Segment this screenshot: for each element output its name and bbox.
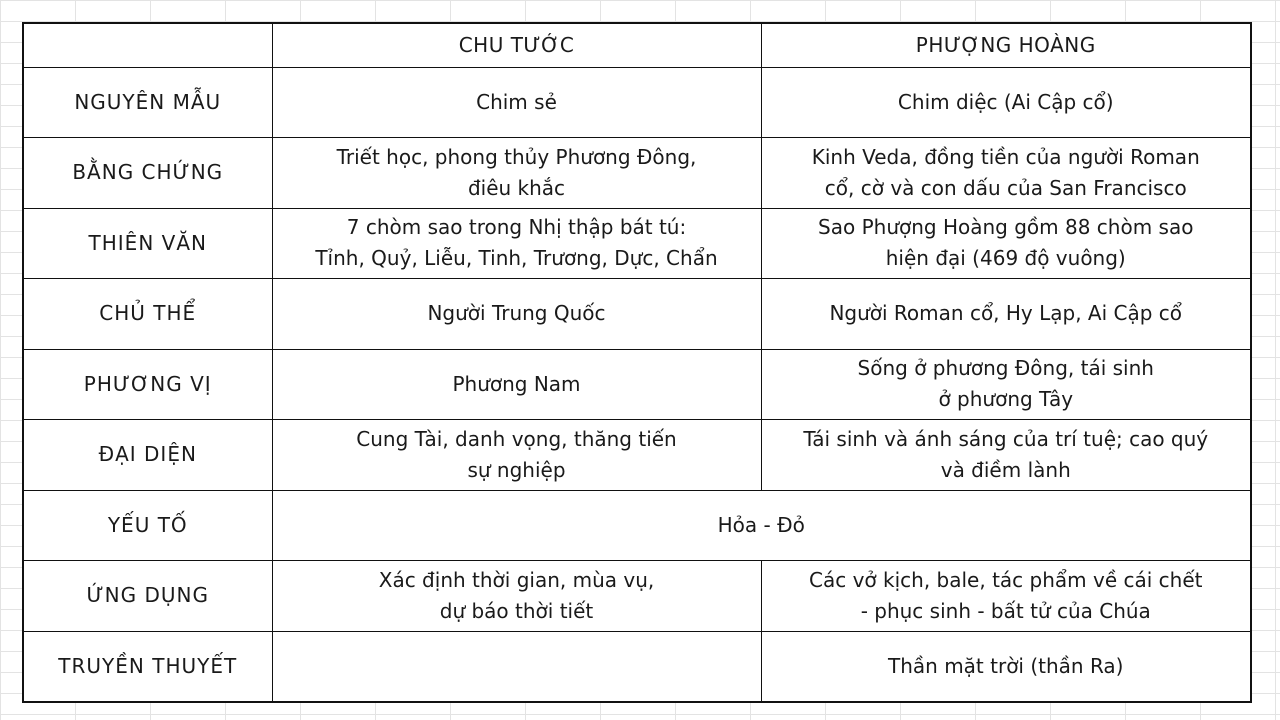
row-header[interactable]: NGUYÊN MẪU bbox=[23, 67, 272, 138]
cell-text-line: cổ, cờ và con dấu của San Francisco bbox=[824, 175, 1187, 200]
cell-text-line: Sống ở phương Đông, tái sinh bbox=[857, 356, 1154, 381]
cell-chu-tuoc[interactable] bbox=[272, 279, 761, 350]
table-row bbox=[23, 279, 1251, 350]
cell-text-line: 7 chòm sao trong Nhị thập bát tú: bbox=[346, 215, 687, 240]
header-row bbox=[23, 23, 1251, 67]
row-header[interactable]: TRUYỀN THUYẾT bbox=[23, 631, 272, 702]
cell-text-line: và điềm lành bbox=[940, 457, 1071, 482]
cell-chu-tuoc[interactable] bbox=[272, 349, 761, 420]
row-header[interactable]: BẰNG CHỨNG bbox=[23, 138, 272, 209]
cell-text-line: Sao Phượng Hoàng gồm 88 chòm sao bbox=[818, 215, 1194, 240]
cell-phuong-hoang[interactable] bbox=[761, 138, 1251, 209]
cell-text-line: - phục sinh - bất tử của Chúa bbox=[860, 598, 1151, 623]
row-header[interactable]: THIÊN VĂN bbox=[23, 208, 272, 279]
cell-chu-tuoc[interactable] bbox=[272, 631, 761, 702]
cell-chu-tuoc[interactable] bbox=[272, 561, 761, 632]
cell-text-line: Tỉnh, Quỷ, Liễu, Tinh, Trương, Dực, Chẩn bbox=[315, 246, 718, 271]
cell-text-line: Người Roman cổ, Hy Lạp, Ai Cập cổ bbox=[829, 301, 1183, 326]
cell-text-line: Xác định thời gian, mùa vụ, bbox=[378, 567, 655, 592]
column-header-phuong-hoang[interactable]: PHƯỢNG HOÀNG bbox=[761, 23, 1251, 67]
cell-text-line: Người Trung Quốc bbox=[427, 301, 606, 326]
cell-text-line: hiện đại (469 độ vuông) bbox=[885, 246, 1126, 271]
table-row bbox=[23, 631, 1251, 702]
row-header[interactable]: PHƯƠNG VỊ bbox=[23, 349, 272, 420]
cell-text-line: Các vở kịch, bale, tác phẩm về cái chết bbox=[809, 567, 1203, 592]
cell-text-line: Kinh Veda, đồng tiền của người Roman bbox=[811, 144, 1200, 169]
cell-chu-tuoc[interactable] bbox=[272, 67, 761, 138]
cell-text-line: Phương Nam bbox=[452, 371, 581, 396]
cell-text-line: Hỏa - Đỏ bbox=[717, 512, 805, 537]
cell-phuong-hoang[interactable] bbox=[761, 349, 1251, 420]
row-header[interactable]: CHỦ THỂ bbox=[23, 279, 272, 350]
cell-text-line: Triết học, phong thủy Phương Đông, bbox=[336, 144, 697, 169]
cell-text-line: điêu khắc bbox=[467, 175, 566, 200]
table-row bbox=[23, 420, 1251, 491]
comparison-table bbox=[22, 22, 1252, 703]
row-header[interactable]: ĐẠI DIỆN bbox=[23, 420, 272, 491]
cell-text-line: Chim diệc (Ai Cập cổ) bbox=[897, 89, 1114, 114]
table-row bbox=[23, 349, 1251, 420]
cell-text-line: Chim sẻ bbox=[476, 89, 557, 114]
cell-chu-tuoc[interactable] bbox=[272, 138, 761, 209]
cell-text-line: sự nghiệp bbox=[467, 457, 566, 482]
table-row bbox=[23, 138, 1251, 209]
cell-text-line: dự báo thời tiết bbox=[439, 598, 594, 623]
cell-phuong-hoang[interactable] bbox=[761, 279, 1251, 350]
cell-phuong-hoang[interactable] bbox=[761, 561, 1251, 632]
table-row bbox=[23, 67, 1251, 138]
table-row bbox=[23, 561, 1251, 632]
cell-phuong-hoang[interactable] bbox=[761, 208, 1251, 279]
cell-chu-tuoc[interactable] bbox=[272, 208, 761, 279]
row-header[interactable]: ỨNG DỤNG bbox=[23, 561, 272, 632]
cell-phuong-hoang[interactable] bbox=[761, 631, 1251, 702]
cell-chu-tuoc[interactable] bbox=[272, 420, 761, 491]
column-header-chu-tuoc[interactable]: CHU TƯỚC bbox=[272, 23, 761, 67]
table-body bbox=[23, 67, 1251, 702]
corner-cell[interactable] bbox=[23, 23, 272, 67]
row-header[interactable]: YẾU TỐ bbox=[23, 490, 272, 561]
cell-text-line: Cung Tài, danh vọng, thăng tiến bbox=[356, 426, 677, 451]
cell-phuong-hoang[interactable] bbox=[761, 420, 1251, 491]
cell-text-line: ở phương Tây bbox=[938, 387, 1074, 412]
cell-text-line: Thần mặt trời (thần Ra) bbox=[888, 653, 1124, 678]
table-row bbox=[23, 208, 1251, 279]
cell-text-line: Tái sinh và ánh sáng của trí tuệ; cao quý bbox=[803, 426, 1209, 451]
cell-merged[interactable] bbox=[272, 490, 1251, 561]
table-row bbox=[23, 490, 1251, 561]
cell-phuong-hoang[interactable] bbox=[761, 67, 1251, 138]
